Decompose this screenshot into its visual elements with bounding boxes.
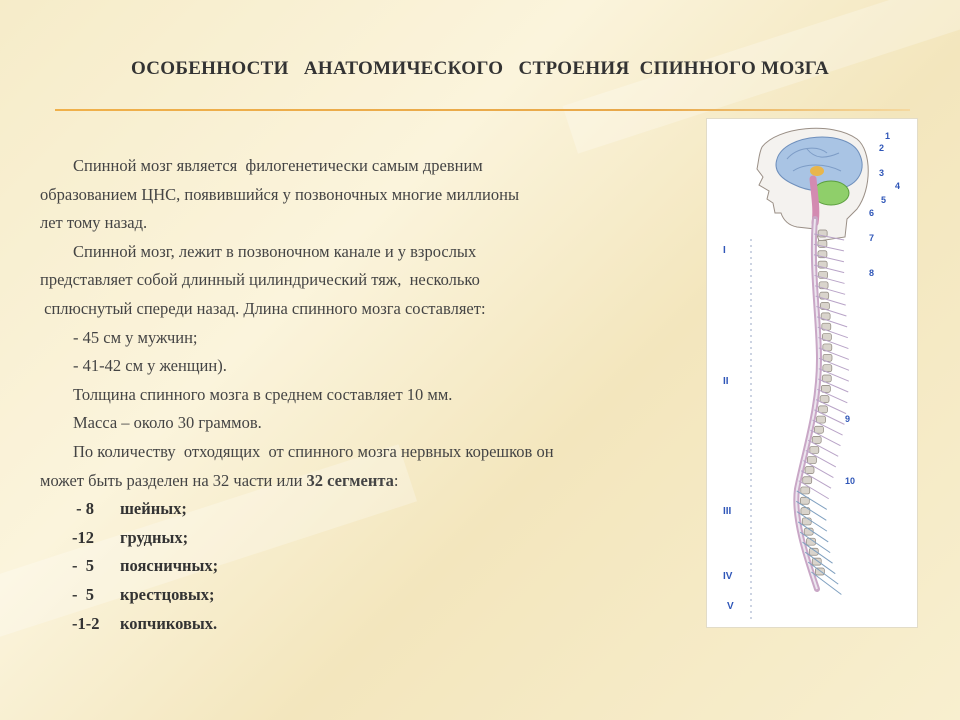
- figure-label: 4: [895, 181, 901, 191]
- segments-intro: [0, 467, 690, 496]
- text-line: Спинной мозг, лежит в позвоночном канале и у взрослых: [40, 241, 477, 261]
- figure-label: 5: [881, 195, 887, 205]
- figure-label: 6: [869, 208, 875, 218]
- figure-label: 3: [879, 168, 885, 178]
- segment-count: - 5: [72, 556, 94, 576]
- vertebra: [818, 406, 827, 413]
- text-line: - 45 см у мужчин;: [40, 327, 198, 347]
- region-label: I: [723, 245, 726, 256]
- title-divider: [55, 109, 910, 111]
- segment-item: [0, 610, 690, 639]
- segment-name: поясничных;: [120, 556, 219, 576]
- figure-label: 7: [869, 233, 875, 243]
- segment-count: - 8: [72, 499, 94, 519]
- segment-name: грудных;: [120, 527, 189, 547]
- segment-name: крестцовых;: [120, 584, 215, 604]
- segment-item: [0, 524, 690, 553]
- text-line: Спинной мозг является филогенетически самым древним: [40, 156, 483, 175]
- segments-intro-prefix: может быть разделен на 32 части или: [40, 470, 307, 490]
- spinal-cord-illustration: [707, 119, 917, 627]
- segment-count: -1-2: [72, 613, 100, 633]
- text-line: лет тому назад.: [40, 213, 148, 233]
- vertebra: [807, 457, 816, 464]
- region-label: III: [723, 506, 732, 517]
- spinal-cord-figure: [706, 118, 918, 628]
- segment-item: [0, 552, 690, 581]
- region-label: V: [727, 601, 734, 612]
- thalamus: [810, 166, 824, 176]
- segment-count: - 5: [72, 584, 94, 604]
- segments-intro-suffix: :: [393, 470, 399, 490]
- vertebra: [801, 487, 810, 494]
- region-label: IV: [723, 571, 733, 582]
- vertebra: [812, 436, 821, 443]
- vertebra: [815, 568, 824, 575]
- vertebra: [803, 477, 812, 484]
- segment-count: -12: [72, 527, 94, 547]
- nerve-root: [814, 255, 844, 262]
- segment-item: [0, 495, 690, 524]
- text-line: Толщина спинного мозга в среднем составляет 10 мм.: [40, 384, 453, 404]
- text-line: сплюснутый спереди назад. Длина спинного мозга составляет:: [40, 298, 486, 318]
- nerve-root: [814, 244, 844, 250]
- vertebra: [802, 518, 811, 525]
- slide-title: ОСОБЕННОСТИ АНАТОМИЧЕСКОГО СТРОЕНИЯ СПИННОГО МОЗГА: [130, 58, 830, 79]
- segment-name: шейных;: [120, 499, 187, 519]
- body-text: [0, 152, 690, 638]
- vertebra: [805, 467, 814, 474]
- figure-label: 1: [885, 131, 891, 141]
- text-line: образованием ЦНС, появившийся у позвоночных многие миллионы: [40, 184, 520, 204]
- region-label: II: [723, 376, 729, 387]
- figure-label: 9: [845, 414, 851, 424]
- figure-label: 8: [869, 268, 875, 278]
- text-line: - 41-42 см у женщин).: [40, 356, 227, 376]
- vertebra: [812, 558, 821, 565]
- text-line: Масса – около 30 граммов.: [40, 413, 262, 433]
- segments-list: [0, 495, 690, 638]
- segments-intro-bold: 32 сегмента: [306, 470, 394, 490]
- vertebra: [810, 446, 819, 453]
- segment-name: копчиковых.: [120, 613, 218, 633]
- text-line: По количеству отходящих от спинного мозга нервных корешков он: [40, 441, 554, 461]
- segment-item: [0, 581, 690, 610]
- nerve-root: [814, 265, 844, 273]
- vertebra: [817, 416, 826, 423]
- figure-label: 2: [879, 143, 885, 153]
- nerve-root: [815, 275, 845, 283]
- text-line: представляет собой длинный цилиндрический тяж, несколько: [40, 270, 480, 290]
- vertebra: [814, 426, 823, 433]
- figure-label: 10: [845, 476, 856, 486]
